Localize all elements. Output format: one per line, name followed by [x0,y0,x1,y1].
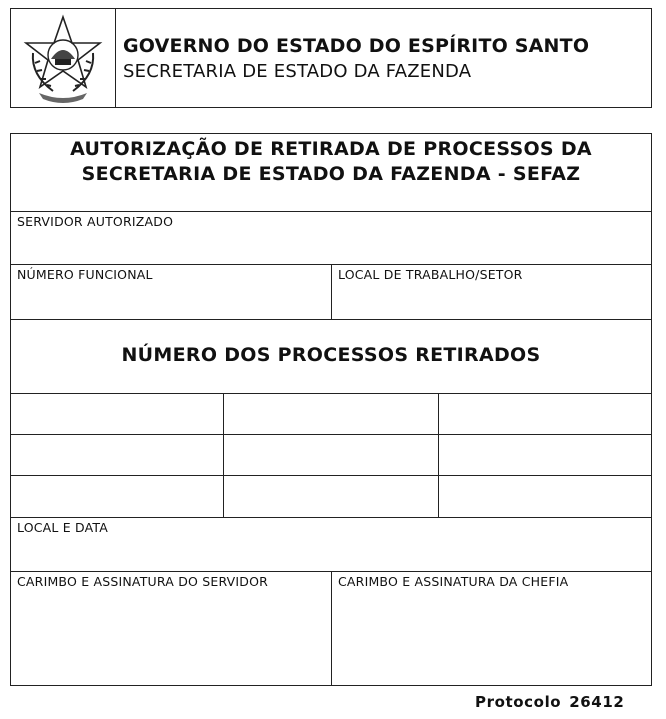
processo-cell[interactable] [224,435,438,475]
processo-cell[interactable] [439,435,652,475]
carimbo-servidor-field[interactable] [11,572,331,685]
local-e-data-field[interactable] [11,518,653,571]
processo-cell[interactable] [11,476,223,517]
letterhead [10,8,652,108]
crest-cell [11,9,116,107]
secretariat-subtitle: SECRETARIA DE ESTADO DA FAZENDA [123,61,472,82]
processo-cell[interactable] [439,394,652,434]
carimbo-chefia-label: CARIMBO E ASSINATURA DA CHEFIA [338,574,569,589]
local-trabalho-label: LOCAL DE TRABALHO/SETOR [338,267,523,282]
processo-cell[interactable] [439,476,652,517]
numero-funcional-field[interactable] [11,265,331,319]
carimbo-servidor-label: CARIMBO E ASSINATURA DO SERVIDOR [17,574,269,589]
servidor-autorizado-label: SERVIDOR AUTORIZADO [17,214,174,229]
coat-of-arms-icon [21,13,105,103]
protocol-label: Protocolo [475,693,562,711]
withdrawal-authorization-form [10,133,652,686]
processo-cell[interactable] [11,435,223,475]
processo-cell[interactable] [224,394,438,434]
processo-cell[interactable] [224,476,438,517]
form-title-line-1: AUTORIZAÇÃO DE RETIRADA DE PROCESSOS DA [70,138,592,160]
local-e-data-label: LOCAL E DATA [17,520,109,535]
protocol-number: 26412 [569,693,625,711]
form-title-line-2: SECRETARIA DE ESTADO DA FAZENDA - SEFAZ [81,163,581,185]
local-trabalho-field[interactable] [332,265,652,319]
government-title: GOVERNO DO ESTADO DO ESPÍRITO SANTO [123,35,590,57]
carimbo-chefia-field[interactable] [332,572,652,685]
protocol-stamp [475,693,632,711]
servidor-autorizado-field[interactable] [11,212,653,264]
processo-cell[interactable] [11,394,223,434]
numero-funcional-label: NÚMERO FUNCIONAL [17,267,153,282]
processos-section-title: NÚMERO DOS PROCESSOS RETIRADOS [121,344,541,366]
